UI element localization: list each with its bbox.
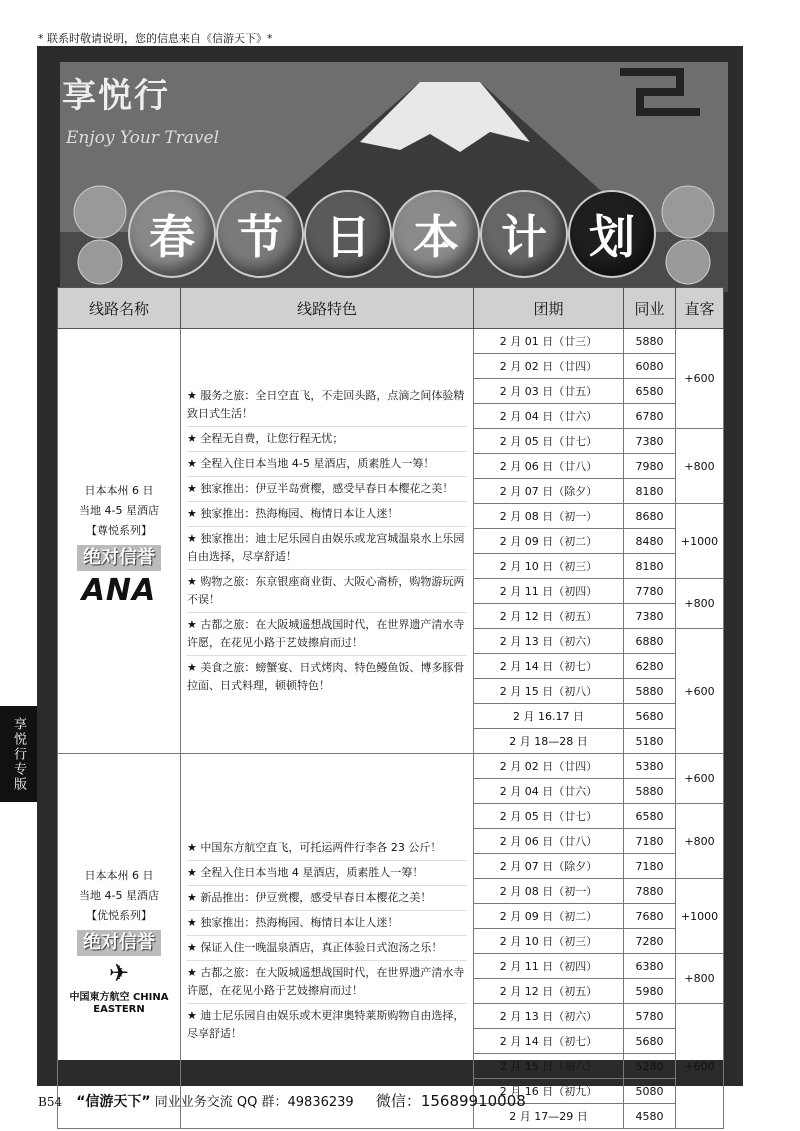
feature-item: ★ 保证入住一晚温泉酒店，真正体验日式泡汤之乐！	[187, 936, 467, 961]
date-cell: 2 月 12 日（初五）	[474, 604, 624, 629]
header-trade-price: 同业	[624, 288, 676, 329]
trade-price-cell: 6580	[624, 804, 676, 829]
trade-price-cell: 6780	[624, 404, 676, 429]
trade-price-cell: 7780	[624, 579, 676, 604]
date-cell: 2 月 09 日（初二）	[474, 529, 624, 554]
feature-item: ★ 独家推出：伊豆半岛赏樱，感受早春日本樱花之美！	[187, 477, 467, 502]
date-cell: 2 月 08 日（初一）	[474, 504, 624, 529]
date-cell: 2 月 11 日（初四）	[474, 954, 624, 979]
credibility-badge: 绝对信誉	[77, 930, 161, 956]
trade-price-cell: 5880	[624, 679, 676, 704]
feature-item: ★ 迪士尼乐园自由娱乐或木更津奥特莱斯购物自由选择，尽享舒适！	[187, 1009, 465, 1040]
date-cell: 2 月 05 日（廿七）	[474, 429, 624, 454]
itinerary-table	[57, 287, 724, 1129]
date-cell: 2 月 07 日（除夕）	[474, 479, 624, 504]
trade-price-cell: 6580	[624, 379, 676, 404]
route-hotel: 当地 4-5 星酒店	[79, 889, 159, 902]
trade-price-cell: 7680	[624, 904, 676, 929]
date-cell: 2 月 10 日（初三）	[474, 554, 624, 579]
date-cell: 2 月 18—28 日	[474, 729, 624, 754]
trade-price-cell: 7380	[624, 429, 676, 454]
china-eastern-logo: 中国東方航空 CHINA EASTERN	[69, 992, 169, 1015]
ana-logo: ANA	[81, 573, 157, 608]
header-direct-price: 直客	[676, 288, 724, 329]
trade-price-cell: 5880	[624, 329, 676, 354]
date-cell: 2 月 08 日（初一）	[474, 879, 624, 904]
date-cell: 2 月 02 日（廿四）	[474, 354, 624, 379]
route-name: 日本本州 6 日	[84, 869, 154, 882]
trade-price-cell: 5780	[624, 1004, 676, 1029]
china-eastern-icon: ✈	[108, 959, 130, 987]
title-char: 春	[128, 190, 216, 278]
feature-item: ★ 古都之旅：在大阪城遥想战国时代，在世界遗产清水寺许愿，在花见小路于艺妓擦肩而过！	[187, 961, 467, 1004]
direct-price-cell: +800	[676, 429, 724, 504]
date-cell: 2 月 12 日（初五）	[474, 979, 624, 1004]
route-cell	[58, 754, 181, 1129]
date-cell: 2 月 11 日（初四）	[474, 579, 624, 604]
date-cell: 2 月 09 日（初二）	[474, 904, 624, 929]
footer	[38, 1090, 526, 1111]
date-cell: 2 月 13 日（初六）	[474, 629, 624, 654]
direct-price-cell: +600	[676, 1004, 724, 1129]
trade-price-cell: 5180	[624, 729, 676, 754]
feature-item: ★ 独家推出：热海梅园、梅情日本让人迷！	[187, 502, 467, 527]
trade-price-cell: 7380	[624, 604, 676, 629]
date-cell: 2 月 10 日（初三）	[474, 929, 624, 954]
route-series: 【尊悦系列】	[86, 524, 152, 537]
trade-price-cell: 6280	[624, 654, 676, 679]
trade-price-cell: 7280	[624, 929, 676, 954]
date-cell: 2 月 14 日（初七）	[474, 1029, 624, 1054]
table-row	[58, 329, 724, 354]
title-char: 计	[480, 190, 568, 278]
date-cell: 2 月 06 日（廿八）	[474, 829, 624, 854]
feature-item: ★ 古都之旅：在大阪城遥想战国时代，在世界遗产清水寺许愿，在花见小路于艺妓擦肩而过！	[187, 613, 467, 656]
trade-price-cell: 5080	[624, 1079, 676, 1104]
footer-wechat: 微信：15689910008	[375, 1092, 526, 1110]
title-char: 本	[392, 190, 480, 278]
brand-logo: 享悦行	[62, 76, 170, 116]
header-dates: 团期	[474, 288, 624, 329]
title-char: 划	[568, 190, 656, 278]
feature-item: ★ 独家推出：热海梅园、梅情日本让人迷！	[187, 911, 467, 936]
trade-price-cell: 8480	[624, 529, 676, 554]
date-cell: 2 月 14 日（初七）	[474, 654, 624, 679]
route-series: 【优悦系列】	[86, 909, 152, 922]
trade-price-cell: 8180	[624, 479, 676, 504]
features-cell	[181, 329, 474, 754]
date-cell: 2 月 06 日（廿八）	[474, 454, 624, 479]
trade-price-cell: 7880	[624, 879, 676, 904]
date-cell: 2 月 17—29 日	[474, 1104, 624, 1129]
trade-price-cell: 5280	[624, 1054, 676, 1079]
footer-qq: 同业业务交流 QQ 群：49836239	[154, 1095, 354, 1110]
features-cell	[181, 754, 474, 1129]
route-cell	[58, 329, 181, 754]
trade-price-cell: 5680	[624, 1029, 676, 1054]
trade-price-cell: 7180	[624, 829, 676, 854]
table-header-row	[58, 288, 724, 329]
direct-price-cell: +800	[676, 579, 724, 629]
date-cell: 2 月 15 日（初八）	[474, 679, 624, 704]
trade-price-cell: 6880	[624, 629, 676, 654]
trade-price-cell: 5680	[624, 704, 676, 729]
date-cell: 2 月 04 日（廿六）	[474, 779, 624, 804]
feature-item: ★ 美食之旅：螃蟹宴、日式烤肉、特色鳗鱼饭、博多豚骨拉面、日式料理，顿顿特色！	[187, 661, 465, 692]
trade-price-cell: 8680	[624, 504, 676, 529]
header-route: 线路名称	[58, 288, 181, 329]
date-cell: 2 月 16 日（初九）	[474, 1079, 624, 1104]
feature-item: ★ 中国东方航空直飞，可托运两件行李各 23 公斤！	[187, 836, 467, 861]
trade-price-cell: 4580	[624, 1104, 676, 1129]
direct-price-cell: +800	[676, 954, 724, 1004]
footer-brand: “信游天下”	[76, 1094, 151, 1110]
feature-item: ★ 全程无自费，让您行程无忧；	[187, 427, 467, 452]
trade-price-cell: 5380	[624, 754, 676, 779]
date-cell: 2 月 16.17 日	[474, 704, 624, 729]
direct-price-cell: +600	[676, 329, 724, 429]
feature-item: ★ 服务之旅：全日空直飞，不走回头路，点滴之间体验精致日式生活！	[187, 384, 467, 427]
date-cell: 2 月 07 日（除夕）	[474, 854, 624, 879]
table-row	[58, 754, 724, 779]
page-title	[128, 190, 658, 280]
date-cell: 2 月 02 日（廿四）	[474, 754, 624, 779]
feature-item: ★ 独家推出：迪士尼乐园自由娱乐或龙宫城温泉水上乐园自由选择，尽享舒适！	[187, 527, 467, 570]
route-hotel: 当地 4-5 星酒店	[79, 504, 159, 517]
trade-price-cell: 8180	[624, 554, 676, 579]
date-cell: 2 月 04 日（廿六）	[474, 404, 624, 429]
route-name: 日本本州 6 日	[84, 484, 154, 497]
direct-price-cell: +800	[676, 804, 724, 879]
date-cell: 2 月 05 日（廿七）	[474, 804, 624, 829]
trade-price-cell: 7180	[624, 854, 676, 879]
date-cell: 2 月 01 日（廿三）	[474, 329, 624, 354]
credibility-badge: 绝对信誉	[77, 545, 161, 571]
feature-item: ★ 全程入住日本当地 4-5 星酒店，质素胜人一筹！	[187, 452, 467, 477]
feature-item: ★ 全程入住日本当地 4 星酒店，质素胜人一筹！	[187, 861, 467, 886]
trade-price-cell: 5880	[624, 779, 676, 804]
direct-price-cell: +600	[676, 629, 724, 754]
trade-price-cell: 6380	[624, 954, 676, 979]
feature-item: ★ 新品推出：伊豆赏樱，感受早春日本樱花之美！	[187, 886, 467, 911]
date-cell: 2 月 03 日（廿五）	[474, 379, 624, 404]
source-note: * 联系时敬请说明，您的信息来自《信游天下》*	[38, 32, 273, 45]
direct-price-cell: +1000	[676, 879, 724, 954]
title-char: 日	[304, 190, 392, 278]
direct-price-cell: +600	[676, 754, 724, 804]
page-number: B54	[38, 1095, 63, 1109]
date-cell: 2 月 15 日（初八）	[474, 1054, 624, 1079]
direct-price-cell: +1000	[676, 504, 724, 579]
date-cell: 2 月 13 日（初六）	[474, 1004, 624, 1029]
brand-slogan: Enjoy Your Travel	[66, 128, 220, 148]
side-tab-label: 享悦行专版	[0, 706, 37, 802]
trade-price-cell: 7980	[624, 454, 676, 479]
trade-price-cell: 5980	[624, 979, 676, 1004]
trade-price-cell: 6080	[624, 354, 676, 379]
feature-item: ★ 购物之旅：东京银座商业街、大阪心斋桥，购物游玩两不误！	[187, 570, 467, 613]
header-features: 线路特色	[181, 288, 474, 329]
title-char: 节	[216, 190, 304, 278]
